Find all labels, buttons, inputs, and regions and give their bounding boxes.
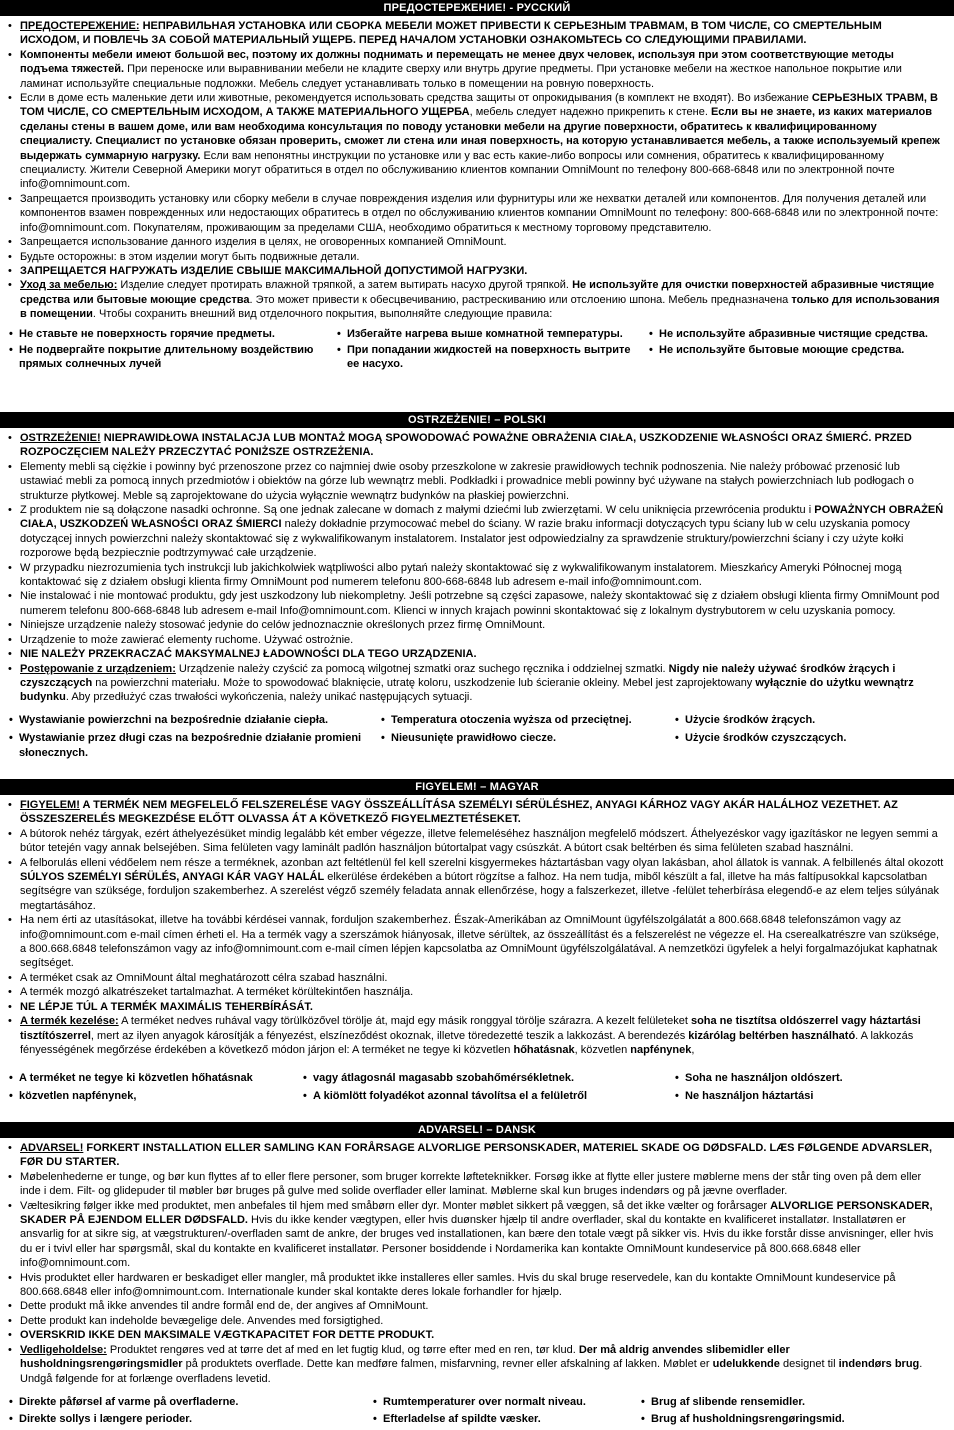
warning-text: Produktet rengøres ved at tørre det af med en let fugtig klud, og tørre efter med en ren, tør klud. bbox=[106, 1343, 579, 1356]
warning-item bbox=[0, 278, 944, 321]
warning-text: При переноске или выравнивании мебели не кладите сверху или внутрь другие предметы. При установке мебели на жесткое напольное покрытие или ламинат используйте специальные подложки. Мебель следует устанавливать только в помещении на ровную поверхность. bbox=[20, 63, 902, 90]
care-item: • Ne használjon háztartási bbox=[666, 1089, 940, 1103]
warning-item bbox=[0, 1343, 944, 1386]
care-item: • A kiömlött folyadékot azonnal távolítsa el a felületről bbox=[294, 1089, 660, 1103]
warning-text: , мебель следует надежно прикрепить к стене. bbox=[469, 106, 711, 119]
warning-item: • Nie instalować i nie montować produktu, gdy jest uszkodzony lub niekompletny. Jeśli potrzebne są części zapasowe, należy skontaktować się z działem obsługi klienta firmy OmniMount pod numerem telefonu 800-668-6848 lub adresem e-mail Info@omnimount.com. Klienci w innych krajach powinni skontaktować się z lokalnym dystrybutorem w celu uzyskania pomocy. bbox=[0, 589, 944, 618]
care-item: • Brug af slibende rensemidler. bbox=[632, 1395, 940, 1409]
care-column bbox=[666, 1071, 946, 1103]
warning-bold: SÚLYOS SZEMÉLYI SÉRÜLÉS, ANYAGI KÁR VAGY HALÁL bbox=[20, 871, 325, 884]
care-column bbox=[0, 713, 372, 760]
care-item: • Nieusunięte prawidłowo ciecze. bbox=[372, 731, 660, 745]
warning-item: • Urządzenie to może zawierać elementy ruchome. Używać ostrożnie. bbox=[0, 633, 944, 647]
warning-list bbox=[0, 798, 954, 1057]
care-item: • Użycie środków żrących. bbox=[666, 713, 940, 727]
warning-text: НЕПРАВИЛЬНАЯ УСТАНОВКА ИЛИ СБОРКА МЕБЕЛИ МОЖЕТ ПРИВЕСТИ К СЕРЬЕЗНЫМ ТРАВМАМ, В ТОМ ЧИСЛЕ, СО СМЕРТЕЛЬНЫМ ИСХОДОМ, И ПОВЛЕЧЬ ЗА СОБОЙ МАТЕРИАЛЬНЫЙ УЩЕРБ. ПЕРЕД НАЧАЛОМ УСТАНОВКИ ОЗНАКОМЬТЕСЬ СО СЛЕДУЮЩИМИ ПРАВИЛАМИ. bbox=[20, 20, 882, 47]
warning-bold: СЕРЬЕЗНЫХ ТРАВМ, В ТОМ ЧИСЛЕ, СО СМЕРТЕЛЬНЫМ ИСХОДОМ, А ТАКЖЕ МАТЕРИАЛЬНОГО УЩЕРБА bbox=[20, 92, 938, 119]
warning-item: • Ha nem érti az utasításokat, illetve ha további kérdései vannak, forduljon szakemberhez. Észak-Amerikában az OmniMount ügyfélszolgálatát a 800.668.6848 telefonszámon vagy az info@omnimount.com e-mail címen érheti el. Ha a termék vagy a szerszámok hiányosak, illetve sérültek, az összeállítást és a felszerelést ne végezze el. Ha cserealkatrészre van szüksége, a 800.668.6848 telefonszámon vagy az info@omnimount.com e-mail címen lépjen kapcsolatba az OmniMount ügyfélszolgálatával. A nemzetközi ügyfelek a helyi forgalmazójukat kaphatnak segítséget. bbox=[0, 913, 944, 971]
care-columns bbox=[0, 327, 954, 372]
warning-item bbox=[0, 662, 944, 705]
warning-item bbox=[0, 1141, 944, 1170]
warning-text: Если в доме есть маленькие дети или животные, рекомендуется использовать средства защиты от опрокидывания (в комплект не входят). Во избежание bbox=[20, 92, 812, 105]
care-item: • Rumtemperaturer over normalt niveau. bbox=[364, 1395, 626, 1409]
warning-item bbox=[0, 1014, 944, 1057]
care-column bbox=[0, 1395, 364, 1427]
warning-item: • W przypadku niezrozumienia tych instrukcji lub jakichkolwiek wątpliwości albo pytań należy skontaktować się z wykwalifikowanym instalatorem. Mieszkańcy Ameryki Północnej mogą kontaktować się z działem obsługi klienta firmy OmniMount pod numerem telefonu 800-668-6848 lub adresem e-mail info@omnimount.com. bbox=[0, 561, 944, 590]
warning-text: . Undgå følgende for at forlænge overfladens levetid. bbox=[20, 1358, 923, 1385]
warning-item: • Запрещается производить установку или сборку мебели в случае повреждения изделия или фурнитуры или же нехватки деталей или компонентов. Для получения деталей или компонентов взамен поврежденных или недостающих обратитесь в отдел по обслуживанию клиентов компании OmniMount по телефону: 800-668-6848 или по электронной почте: info@omnimount.com. Покупателям, проживающим за пределами США, необходимо обратиться к местному торговому представителю. bbox=[0, 192, 944, 235]
care-column bbox=[666, 713, 946, 760]
warning-text: Изделие следует протирать влажной тряпкой, а затем вытирать насухо другой тряпкой. bbox=[117, 279, 573, 292]
warning-bold: POWAŻNYCH OBRAŻEŃ CIAŁA, USZKODZEŃ WŁASNOŚCI ORAZ ŚMIERCI bbox=[20, 504, 944, 531]
warning-text: , mert az ilyen anyagok károsítják a fényezést, elszíneződést okoznak, illetve töredezetté teszik a lakkozást. A berendezés bbox=[90, 1029, 689, 1042]
care-column bbox=[0, 1071, 294, 1103]
warning-lead: Уход за мебелью: bbox=[20, 279, 118, 292]
care-item: • Użycie środków czyszczących. bbox=[666, 731, 940, 745]
warning-text: , közvetlen bbox=[574, 1043, 631, 1056]
warning-bold: soha ne tisztítsa oldószerrel vagy háztartási tisztítószerrel bbox=[20, 1015, 921, 1042]
warning-item: • Elementy mebli są ciężkie i powinny być przenoszone przez co najmniej dwie osoby przeszkolone w zakresie prawidłowych technik podnoszenia. Nie należy próbować przenosić lub ustawiać mebli za pomocą innych przedmiotów i obiektów na górze lub wewnątrz mebli. Podkładki i prowadnice mebli powinny być używane na stałych powierzchniach lub podłogach o strukturze płytkowej. Meble są zaprojektowane do użycia wyłącznie wewnątrz budynków na płaskiej powierzchni. bbox=[0, 460, 944, 503]
warning-text: , bbox=[691, 1043, 695, 1056]
warning-lead: OSTRZEŻENIE! bbox=[20, 432, 101, 444]
warning-item bbox=[0, 798, 944, 827]
warning-item: • A termék mozgó alkatrészeket tartalmazhat. A terméket körültekintően használja. bbox=[0, 985, 944, 999]
warning-text: Urządzenie należy czyścić za pomocą wilgotnej szmatki oraz suchego ręcznika i oddzielnej szmatki. bbox=[175, 662, 669, 675]
section-russian bbox=[0, 0, 954, 372]
care-column bbox=[372, 713, 666, 760]
warning-bold: Nigdy nie należy używać środków żrących i czyszczących bbox=[20, 662, 896, 689]
warning-bold: Компоненты мебели имеют большой вес, поэтому их должны поднимать и перемещать не менее двух человек, используя при этом соответствующие методы подъема тяжестей. bbox=[20, 48, 894, 76]
section-danish bbox=[0, 1122, 954, 1427]
warning-item: • A terméket csak az OmniMount által meghatározott célra szabad használni. bbox=[0, 971, 944, 985]
warning-text: . Aby przedłużyć czas trwałości wykończenia, należy unikać następujących sytuacji. bbox=[65, 691, 473, 704]
warning-item: • Будьте осторожны: в этом изделии могут быть подвижные детали. bbox=[0, 250, 944, 264]
warning-item bbox=[0, 1000, 944, 1014]
warning-bold: Der må aldrig anvendes slibemidler eller husholdningsrengøringsmidler bbox=[20, 1343, 790, 1371]
warning-lead: ПРЕДОСТЕРЕЖЕНИЕ: bbox=[20, 20, 140, 32]
care-column bbox=[632, 1395, 946, 1427]
care-column bbox=[294, 1071, 666, 1103]
warning-list bbox=[0, 431, 954, 705]
care-item: • Не подвергайте покрытие длительному воздействию прямых солнечных лучей bbox=[0, 343, 322, 372]
section-hungarian bbox=[0, 779, 954, 1103]
care-item: • Brug af husholdningsrengøringsmid. bbox=[632, 1412, 940, 1426]
warning-item: • Dette produkt må ikke anvendes til andre formål end de, der angives af OmniMount. bbox=[0, 1299, 944, 1313]
care-item: • При попадании жидкостей на поверхность вытрите ее насухо. bbox=[328, 343, 634, 372]
warning-text: . A lakkozás fényességének megőrzése érdekében a következő módon járjon el: A terméket ne tegye ki közvetlen bbox=[20, 1029, 914, 1056]
warning-lead: Postępowanie z urządzeniem: bbox=[20, 662, 176, 675]
warning-lead: ADVARSEL! bbox=[20, 1142, 84, 1154]
warning-text: elkerülése érdekében a bútort rögzítse a falhoz. Ha nem tudja, miből készült a fal, illetve ha más faltípusokkal kapcsolatban segítségre van szüksége, forduljon szakemberhez. A szerelést végző személy feladata annak ellenőrzése, hogy a falszerkezet, illetve -felület teherbírása elegendő-e az elem teljes súlyának megtartásához. bbox=[20, 871, 940, 912]
warning-item: • Hvis produktet eller hardwaren er beskadiget eller mangler, må produktet ikke installeres eller samles. Hvis du skal bruge reservedele, kan du kontakte OmniMount kundeservice på 800.668.6848 eller info@omnimount.com. Internationale kunder skal kontakte deres lokale forhandler for hjælp. bbox=[0, 1271, 944, 1300]
warning-item bbox=[0, 1199, 944, 1271]
warning-text: . Это может привести к обесцвечиванию, растрескиванию или отслоению шпона. Мебель предназначена bbox=[249, 293, 792, 306]
care-item: • Не ставьте не поверхность горячие предметы. bbox=[0, 327, 322, 341]
care-item: • vagy átlagosnál magasabb szobahőmérsékletnek. bbox=[294, 1071, 660, 1085]
warning-bold: udelukkende bbox=[712, 1358, 780, 1371]
care-item: • A terméket ne tegye ki közvetlen hőhatásnak bbox=[0, 1071, 288, 1085]
warning-lead: A termék kezelése: bbox=[20, 1015, 119, 1028]
care-columns bbox=[0, 713, 954, 760]
warning-item: • Niniejsze urządzenie należy stosować jedynie do celów jednoznacznie określonych przez firmę OmniMount. bbox=[0, 618, 944, 632]
warning-bold: indendørs brug bbox=[838, 1358, 920, 1371]
warning-text: på produktets overflade. Dette kan medføre falmen, misfarvning, revner eller afskalning af lakken. Møblet er bbox=[182, 1358, 713, 1371]
warning-lead: Vedligeholdelse: bbox=[20, 1343, 107, 1356]
care-column bbox=[328, 327, 640, 372]
warning-text: Hvis du ikke kender vægtypen, eller hvis duønsker hjælp til andre overflader, skal du kontakte en kvalificeret installatør. Installatøren er ansvarlig for at sikre sig, at vægstrukturen/-overfladen samt de ankre, der bruges ved installationen, kan bære den totale vægt på sikker vis. Hvis du ikke forstår disse anvisninger, eller hvis du er i tvivl eller har spørgsmål, skal du kontakte en kvalificeret installatør. Personer bosiddende i Nordamerika kan kontakte OmniMount kundeservice på 800.668.6848 eller info@omnimount.com. bbox=[20, 1214, 934, 1270]
warning-bold: hőhatásnak bbox=[513, 1043, 575, 1056]
section-header: ADVARSEL! – DANSK bbox=[0, 1122, 954, 1138]
warning-lead: FIGYELEM! bbox=[20, 799, 80, 811]
warning-text: Если вам непонятны инструкции по установке или у вас есть какие-либо вопросы или сомнения, обратитесь к квалифицированному специалисту. Жители Северной Америки могут обратиться в отдел по обслуживанию клиентов компании OmniMount по телефону 800-668-6848 или по электронной почте info@omnimount.com. bbox=[20, 149, 895, 191]
warning-list bbox=[0, 1141, 954, 1386]
warning-item bbox=[0, 647, 944, 661]
care-item: • Wystawianie przez długi czas na bezpośrednie działanie promieni słonecznych. bbox=[0, 731, 366, 760]
care-item: • Direkte sollys i længere perioder. bbox=[0, 1412, 358, 1426]
care-item: • közvetlen napfénynek, bbox=[0, 1089, 288, 1103]
care-item: • Direkte påførsel af varme på overfladerne. bbox=[0, 1395, 358, 1409]
warning-item bbox=[0, 503, 944, 561]
warning-text: na powierzchni materiału. Może to spowodować blaknięcie, utratę koloru, uszkodzenie lub ścieranie okleiny. Mebel jest zaprojektowany bbox=[92, 676, 756, 689]
warning-bold: только для использования в помещении bbox=[20, 293, 940, 321]
warning-item bbox=[0, 19, 944, 48]
care-item: • Не используйте абразивные чистящие средства. bbox=[640, 327, 940, 341]
warning-bold: kizárólag beltérben használható bbox=[688, 1029, 856, 1042]
warning-text: NIEPRAWIDŁOWA INSTALACJA LUB MONTAŻ MOGĄ SPOWODOWAĆ POWAŻNE OBRAŻENIA CIAŁA, USZKODZENIE WŁASNOŚCI ORAZ ŚMIERĆ. PRZED ROZPOCZĘCIEM NALEŻY PRZECZYTAĆ PONIŻSZE OSTRZEŻENIA. bbox=[20, 432, 912, 459]
warning-item bbox=[0, 1328, 944, 1342]
care-item: • Не используйте бытовые моющие средства. bbox=[640, 343, 940, 357]
warning-item bbox=[0, 856, 944, 914]
warning-bold: wyłącznie do użytku wewnątrz budynku bbox=[20, 676, 914, 704]
warning-text: A terméket nedves ruhával vagy törülközővel törölje át, majd egy másik ronggyal törölje szárazra. A kezelt felületeket bbox=[118, 1015, 691, 1028]
care-column bbox=[364, 1395, 632, 1427]
care-item: • Temperatura otoczenia wyższa od przeciętnej. bbox=[372, 713, 660, 727]
warning-bold: ЗАПРЕЩАЕТСЯ НАГРУЖАТЬ ИЗДЕЛИЕ СВЫШЕ МАКСИМАЛЬНОЙ ДОПУСТИМОЙ НАГРУЗКИ. bbox=[20, 264, 528, 277]
warning-item: • Запрещается использование данного изделия в целях, не оговоренных компанией OmniMount. bbox=[0, 235, 944, 249]
warning-item: • Møbelenhederne er tunge, og bør kun flyttes af to eller flere personer, som bruger korrekte løfteteknikker. Forsøg ikke at flytte eller justere møblerne mens der står ting oven på dem eller inde i dem. Filt- og glidepuder til møbler bør bruges på gulve med solide overflader eller laminat. Møblerne skal kun bruges indendørs og på jævne overflader. bbox=[0, 1170, 944, 1199]
warning-text: A felborulás elleni védőelem nem része a terméknek, azonban azt feltétlenül fel kell szerelni kisgyermekes háztartásban vagy olyan lakásban, ahol állatok is vannak. A felbillenés által okozott bbox=[20, 856, 944, 869]
warning-item: • Dette produkt kan indeholde bevægelige dele. Anvendes med forsigtighed. bbox=[0, 1314, 944, 1328]
warning-item bbox=[0, 48, 944, 91]
warning-bold: NIE NALEŻY PRZEKRACZAĆ MAKSYMALNEJ ŁADOWNOŚCI DLA TEGO URZĄDZENIA. bbox=[20, 648, 477, 661]
warning-item bbox=[0, 431, 944, 460]
warning-bold: NE LÉPJE TÚL A TERMÉK MAXIMÁLIS TEHERBÍRÁSÁT. bbox=[20, 1000, 313, 1013]
warning-text: Væltesikring følger ikke med produktet, men anbefales til hjem med småbørn eller dyr. Monter møblet sikkert på væggen, så det ikke vælter og forårsager bbox=[20, 1199, 771, 1212]
care-columns bbox=[0, 1395, 954, 1427]
warning-bold: Если вы не знаете, из каких материалов сделаны стены в вашем доме, или вам необходима консультация по поводу установки мебели на другие поверхности, обратитесь к квалифицированному специалисту. Специалист по установке обязан проверить, сможет ли стена или иная поверхность, на которую устанавливается мебель, а также используемый крепеж выдержать суммарную нагрузку. bbox=[20, 106, 940, 162]
warning-item: • A bútorok nehéz tárgyak, ezért áthelyezésüket mindig legalább két ember végezze, illetve felemeléséhez használjon megfelelő módszert. Áthelyezéskor vagy igazításkor ne legyen semmi a bútor tetején vagy annak belsejében. Sima felületen vagy laminált padlón használjon bútortalpat vagy csúszkát. A bútort csak beltérben és sima felületen szabad használni. bbox=[0, 827, 944, 856]
care-item: • Efterladelse af spildte væsker. bbox=[364, 1412, 626, 1426]
warning-item bbox=[0, 91, 944, 192]
care-item: • Избегайте нагрева выше комнатной температуры. bbox=[328, 327, 634, 341]
warning-text: Z produktem nie są dołączone nasadki ochronne. Są one jednak zalecane w domach z małymi dziećmi lub zwierzętami. W celu uniknięcia przewrócenia produktu i bbox=[20, 504, 815, 517]
care-column bbox=[0, 327, 328, 372]
section-header: ПРЕДОСТЕРЕЖЕНИЕ! - РУССКИЙ bbox=[0, 0, 954, 16]
warning-text: . Чтобы сохранить внешний вид отделочного покрытия, выполняйте следующие правила: bbox=[92, 308, 553, 321]
warning-text: designet til bbox=[779, 1358, 839, 1371]
section-header: FIGYELEM! – MAGYAR bbox=[0, 779, 954, 795]
care-column bbox=[640, 327, 946, 372]
warning-text: FORKERT INSTALLATION ELLER SAMLING KAN FORÅRSAGE ALVORLIGE PERSONSKADER, MATERIEL SKADE OG DØDSFALD. LÆS FØLGENDE ADVARSLER, FØR DU STARTER. bbox=[20, 1142, 933, 1169]
care-item: • Soha ne használjon oldószert. bbox=[666, 1071, 940, 1085]
warning-item bbox=[0, 264, 944, 278]
section-header: OSTRZEŻENIE! – POLSKI bbox=[0, 412, 954, 428]
warning-text: A TERMÉK NEM MEGFELELŐ FELSZERELÉSE VAGY ÖSSZEÁLLÍTÁSA SZEMÉLYI SÉRÜLÉSHEZ, ANYAGI KÁRHOZ VAGY AKÁR HALÁLHOZ VEZETHET. AZ ÖSSZESZERELÉS MEGKEZDÉSE ELŐTT OLVASSA ÁT A KÖVETKEZŐ FIGYELMEZTETÉSEKET. bbox=[20, 799, 898, 826]
warning-text: należy dokładnie przymocować mebel do ściany. W razie braku informacji dotyczących typu ściany lub w celu uzyskania pomocy dotyczącej innych powierzchni należy skontaktować się z wykwalifikowanym instalatorem. Instalator jest odpowiedzialny za sprawdzenie struktury/powierzchni ściany i czy użyte kołki rozporowe będą bezpiecznie podtrzymywać całe urządzenie. bbox=[20, 518, 910, 560]
section-polish bbox=[0, 412, 954, 760]
warning-bold: ALVORLIGE PERSONSKADER, SKADER PÅ EJENDOM ELLER DØDSFALD. bbox=[20, 1199, 933, 1227]
care-columns bbox=[0, 1071, 954, 1103]
warning-bold: napfénynek bbox=[630, 1043, 692, 1056]
warning-bold: Не используйте для очистки поверхностей абразивные чистящие средства или бытовые моющие средства bbox=[20, 279, 935, 306]
warning-bold: OVERSKRID IKKE DEN MAKSIMALE VÆGTKAPACITET FOR DETTE PRODUKT. bbox=[20, 1329, 435, 1342]
care-item: • Wystawianie powierzchni na bezpośrednie działanie ciepła. bbox=[0, 713, 366, 727]
warning-list bbox=[0, 19, 954, 322]
